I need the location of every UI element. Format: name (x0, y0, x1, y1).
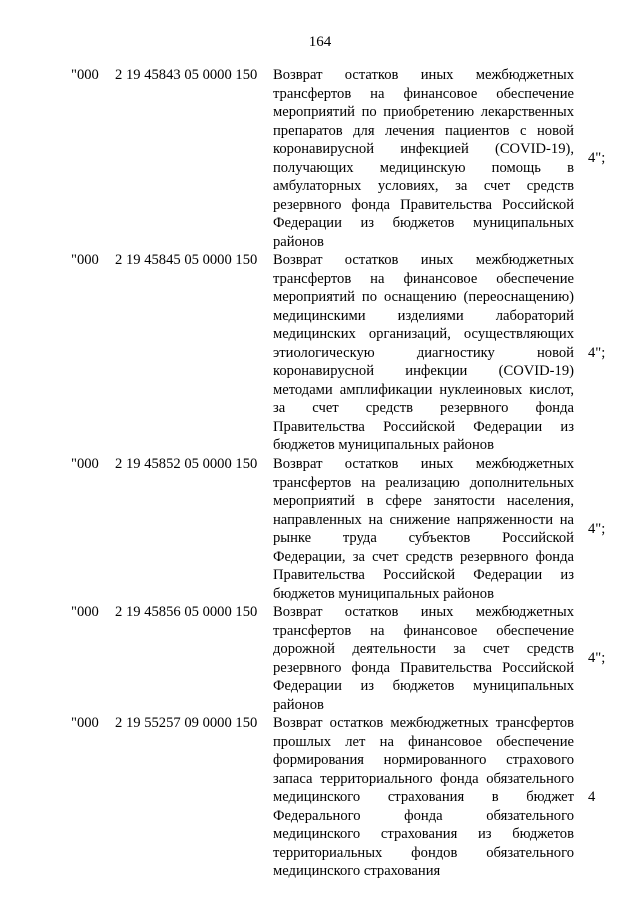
description-line: направленных на снижение напряженности на (273, 511, 574, 528)
description-line: бюджетов муниципальных районов (273, 585, 494, 602)
description-line: прошлых лет на финансовое обеспечение (273, 733, 574, 750)
level-number: 4"; (588, 150, 606, 167)
level-number: 4"; (588, 520, 606, 537)
budget-code-table (0, 66, 640, 881)
code-description (273, 714, 574, 881)
description-line: получающих медицинскую помощь в (273, 159, 574, 176)
description-line: Федерального фонда обязательного (273, 807, 574, 824)
level-number: 4"; (588, 650, 606, 667)
description-line: Возврат остатков межбюджетных трансфертов (273, 715, 574, 731)
table-row (0, 66, 640, 251)
description-line: коронавирусной инфекции (COVID-19) (273, 363, 574, 379)
level-number: 4"; (588, 344, 606, 361)
description-line: медицинских организаций, осуществляющих (273, 326, 574, 342)
code-description (273, 251, 574, 455)
description-line: формирования нормированного страхового (273, 752, 574, 768)
description-line: бюджетов муниципальных районов (273, 437, 494, 453)
budget-code: 2 19 55257 09 0000 150 (115, 715, 258, 731)
budget-code: 2 19 45856 05 0000 150 (115, 604, 258, 620)
description-line: резервного фонда Правительства Российской (273, 659, 574, 676)
code-description (273, 603, 574, 714)
description-line: медицинского страхования в бюджет (273, 789, 574, 805)
page-number: 164 (308, 34, 332, 50)
code-description (273, 455, 574, 603)
code-description (273, 66, 574, 251)
description-line: трансфертов на финансовое обеспечение (273, 270, 574, 287)
description-line: мероприятий по оснащению (переоснащению) (273, 289, 574, 305)
table-row (0, 251, 640, 455)
description-line: Возврат остатков иных межбюджетных (273, 604, 574, 620)
description-line: медицинского страхования (273, 863, 441, 879)
table-row (0, 714, 640, 881)
description-line: территориальных фондов обязательного (273, 844, 574, 861)
description-line: медицинского страхования из бюджетов (273, 826, 574, 842)
description-line: районов (273, 696, 324, 713)
row-prefix: "000 (71, 252, 99, 268)
row-prefix: "000 (71, 67, 99, 83)
description-line: этиологическую диагностику новой (273, 344, 574, 361)
description-line: резервного фонда Правительства Российской (273, 196, 574, 213)
description-line: коронавирусной инфекцией (COVID-19), (273, 141, 574, 157)
description-line: медицинскими изделиями лабораторий (273, 307, 574, 324)
description-line: мероприятий по приобретению лекарственных (273, 104, 574, 120)
description-line: Возврат остатков иных межбюджетных (273, 456, 574, 472)
description-line: Правительства Российской Федерации из (273, 567, 574, 583)
description-line: запаса территориального фонда обязательного (273, 770, 574, 787)
description-line: трансфертов на реализацию дополнительных (273, 474, 574, 491)
table-row (0, 455, 640, 603)
description-line: дорожной деятельности за счет средств (273, 641, 574, 657)
description-line: Федерации из бюджетов муниципальных (273, 678, 574, 694)
description-line: амбулаторных условиях, за счет средств (273, 178, 574, 194)
description-line: Возврат остатков иных межбюджетных (273, 252, 574, 268)
description-line: рынке труда субъектов Российской (273, 530, 574, 546)
budget-code: 2 19 45843 05 0000 150 (115, 67, 258, 83)
description-line: препаратов для лечения пациентов с новой (273, 122, 574, 139)
description-line: трансфертов на финансовое обеспечение (273, 85, 574, 102)
budget-code: 2 19 45852 05 0000 150 (115, 456, 258, 472)
row-prefix: "000 (71, 604, 99, 620)
budget-code: 2 19 45845 05 0000 150 (115, 252, 258, 268)
description-line: за счет средств резервного фонда (273, 400, 574, 416)
level-number: 4 (588, 789, 596, 806)
description-line: трансфертов на финансовое обеспечение (273, 622, 574, 639)
table-row (0, 603, 640, 714)
description-line: Возврат остатков иных межбюджетных (273, 67, 574, 83)
description-line: районов (273, 233, 324, 250)
description-line: Федерации, за счет средств резервного фонда (273, 548, 574, 565)
row-prefix: "000 (71, 456, 99, 472)
row-prefix: "000 (71, 715, 99, 731)
description-line: методами амплификации нуклеиновых кислот, (273, 381, 574, 398)
description-line: Правительства Российской Федерации из (273, 418, 574, 435)
description-line: Федерации из бюджетов муниципальных (273, 215, 574, 231)
description-line: мероприятий в сфере занятости населения, (273, 493, 574, 509)
